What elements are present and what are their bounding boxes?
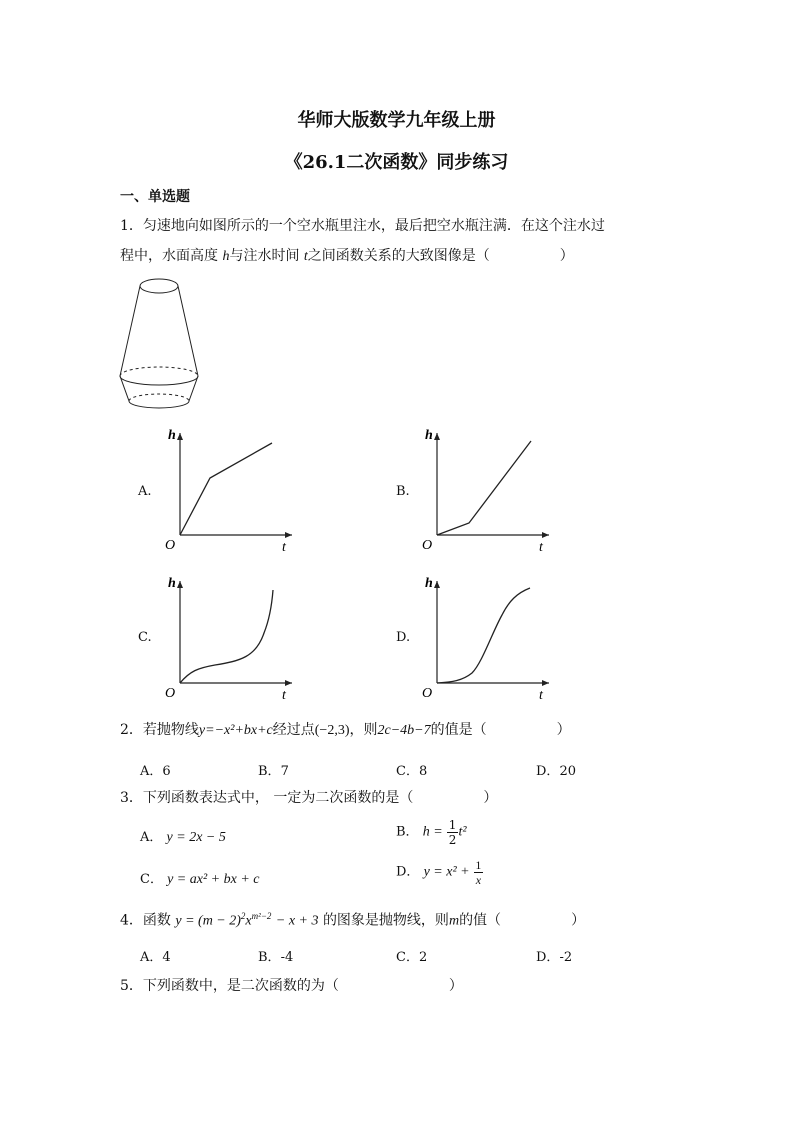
q3-option-c[interactable]: C． y = ax² + bx + c (140, 872, 260, 887)
graph-a-x-label: t (282, 540, 286, 555)
graph-d-x-label: t (539, 688, 543, 703)
graph-d-y-label: h (425, 576, 433, 591)
water-bottle-figure (118, 276, 200, 416)
section-heading: 一、单选题 (120, 189, 190, 205)
question-1-line-2: 程中，水面高度 h与注水时间 t之间函数关系的大致图像是（ ） (120, 248, 574, 264)
graph-b-x-label: t (539, 540, 543, 555)
page-title: 华师大版数学九年级上册 (297, 110, 496, 131)
question-3: 3．下列函数表达式中， 一定为二次函数的是（ ） (120, 790, 498, 806)
graph-c-origin: O (165, 686, 176, 701)
q2-option-c[interactable]: C．8 (396, 764, 428, 779)
q2-option-a[interactable]: A．6 (140, 764, 171, 779)
graph-c-y-label: h (168, 576, 176, 591)
graph-a[interactable] (160, 425, 300, 555)
question-4: 4．函数 $y = (m - 2)^2x^{m^2-2} - x + 3$ 的图象是抛物线，则m的值（ ） (120, 911, 586, 929)
option-c-label[interactable]: C. (138, 630, 152, 645)
graph-c[interactable] (160, 573, 300, 703)
question-5: 5．下列函数中，是二次函数的为（ ） (120, 978, 463, 994)
question-2: 2．若抛物线y=−x²+bx+c经过点(−2,3)，则2c−4b−7的值是（ ） (120, 722, 571, 738)
option-d-label[interactable]: D. (396, 630, 411, 645)
option-b-label[interactable]: B. (396, 484, 410, 499)
graph-d-origin: O (422, 686, 433, 701)
q3-option-b[interactable]: B． h = $\frac{1}{2}$ t² (396, 818, 467, 847)
q4-option-a[interactable]: A．4 (140, 950, 171, 965)
q4-option-c[interactable]: C．2 (396, 950, 428, 965)
q2-option-d[interactable]: D．20 (536, 764, 576, 779)
question-1-line-1: 1．匀速地向如图所示的一个空水瓶里注水，最后把空水瓶注满．在这个注水过 (120, 218, 605, 234)
graph-c-x-label: t (282, 688, 286, 703)
graph-b-origin: O (422, 538, 433, 553)
option-a-label[interactable]: A. (138, 484, 152, 499)
graph-b[interactable] (417, 425, 557, 555)
graph-a-origin: O (165, 538, 176, 553)
q3-option-d[interactable]: D． y = x² + $\frac{1}{x}$ (396, 858, 482, 887)
q2-option-b[interactable]: B．7 (258, 764, 289, 779)
q4-option-b[interactable]: B．-4 (258, 950, 294, 965)
graph-d[interactable] (417, 573, 557, 703)
graph-a-y-label: h (168, 428, 176, 443)
graph-b-y-label: h (425, 428, 433, 443)
q3-option-a[interactable]: A． y = 2x − 5 (140, 830, 226, 845)
page-subtitle: 《26.1二次函数》同步练习 (284, 152, 509, 173)
q4-option-d[interactable]: D．-2 (536, 950, 573, 965)
